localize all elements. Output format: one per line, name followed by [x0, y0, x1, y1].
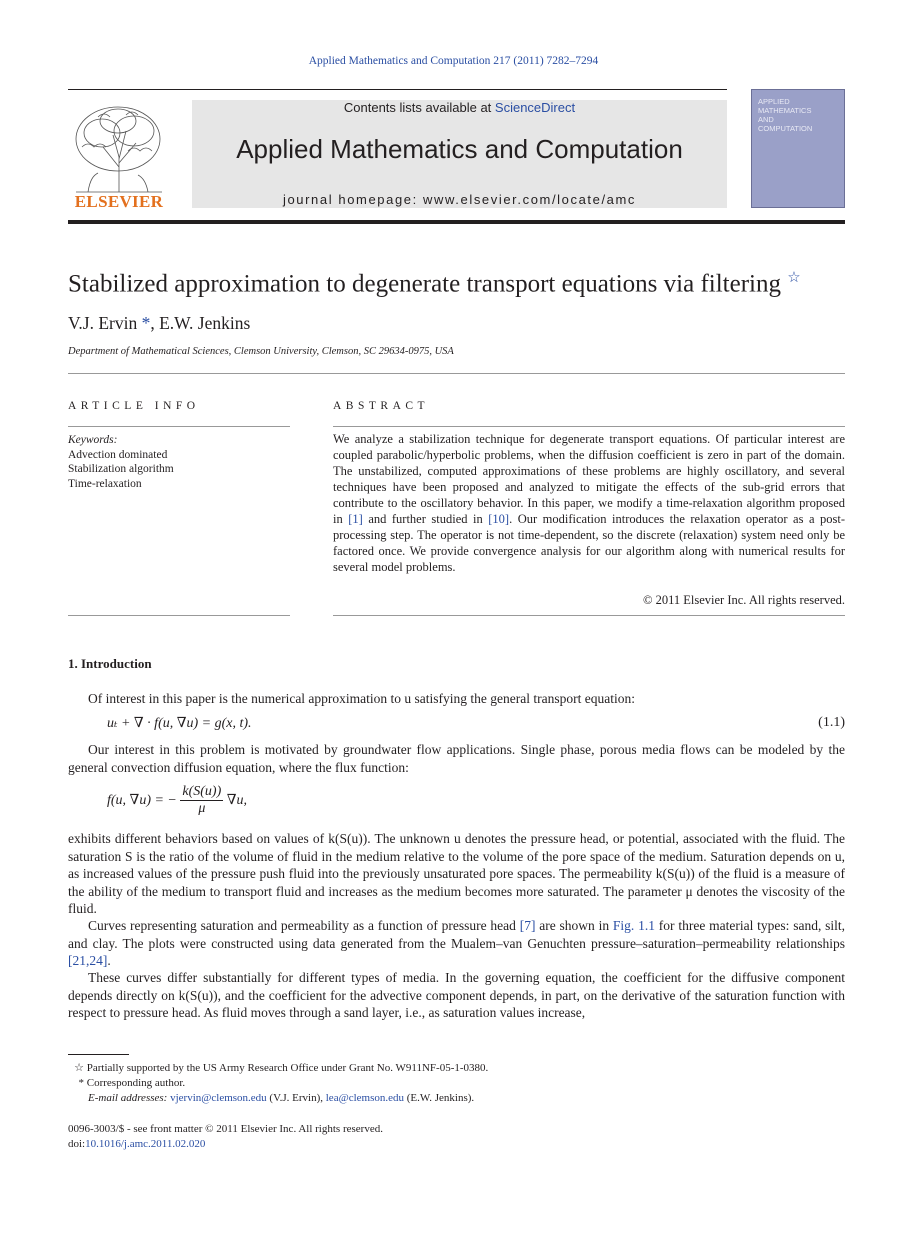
email-footnote [88, 1091, 474, 1106]
paragraph: Our interest in this problem is motivated by groundwater flow applications. Single phase, porous media flows can be modeled by the general convection diffusion equation, where the flux function: [68, 742, 845, 775]
citation-link[interactable]: [1] [348, 512, 363, 526]
abstract-text [333, 431, 845, 575]
abstract-copyright: © 2011 Elsevier Inc. All rights reserved. [642, 593, 845, 607]
header-rule [68, 89, 727, 90]
paragraph-part: for three material types: sand, silt, and clay. The plots were constructed using data generated from the Mualem–van Genuchten pressure–saturation–permeability relationships [68, 918, 846, 951]
footnote [68, 1061, 488, 1076]
footnote-mark: * [78, 1077, 84, 1089]
keyword: Advection dominated [68, 448, 168, 461]
paragraph-part: are shown in [535, 918, 613, 933]
author-name[interactable]: E.W. Jenkins [159, 313, 251, 333]
citation-link[interactable]: [10] [488, 512, 510, 526]
email-label: E-mail addresses: [88, 1092, 168, 1104]
fraction-numerator: k(S(u)) [182, 784, 222, 799]
fraction-denominator: μ [198, 801, 206, 816]
equation-fraction [180, 784, 223, 817]
footnote-text: Corresponding author. [86, 1077, 186, 1089]
author-separator: , [150, 313, 160, 333]
keyword: Stabilization algorithm [68, 463, 174, 475]
article-info-heading: ARTICLE INFO [68, 400, 200, 412]
footnote-text: Partially supported by the US Army Research Office under Grant No. W911NF-05-1-0380. [86, 1062, 489, 1074]
corresponding-author-mark[interactable]: * [141, 313, 151, 333]
email-owner: (E.W. Jenkins). [404, 1092, 475, 1104]
divider [333, 615, 845, 616]
abstract-part: and further studied in [362, 512, 489, 526]
contents-line [192, 100, 727, 115]
publisher-wordmark: ELSEVIER [74, 192, 164, 211]
divider [68, 615, 290, 616]
cover-line: COMPUTATION [758, 124, 813, 133]
paragraph-part: Curves representing saturation and permeability as a function of pressure head [88, 918, 520, 933]
divider [68, 373, 845, 374]
paragraph [68, 917, 845, 970]
divider [68, 426, 290, 427]
equation-number: (1.1) [818, 715, 845, 730]
cover-line: MATHEMATICS [758, 106, 812, 115]
figure-link[interactable]: Fig. 1.1 [612, 918, 655, 933]
affiliation: Department of Mathematical Sciences, Clemson University, Clemson, SC 29634-0975, USA [68, 346, 454, 357]
equation-rhs: ∇u, [226, 793, 248, 808]
journal-title: Applied Mathematics and Computation [236, 134, 683, 164]
paragraph: These curves differ substantially for different types of media. In the governing equation, the coefficient for the diffusive component depends directly on k(S(u)), and the coefficient for the advective component depends, in part, on the derivative of the saturation function with respect to pressure head. As fluid moves through a sand layer, i.e., as saturation values increase, [68, 970, 845, 1020]
citation-link[interactable]: [21,24] [68, 953, 108, 968]
cover-line: AND [758, 115, 774, 124]
article-title [68, 268, 801, 298]
author-name[interactable]: V.J. Ervin [68, 313, 138, 333]
doi-link[interactable]: 10.1016/j.amc.2011.02.020 [85, 1138, 206, 1150]
divider [333, 426, 845, 427]
abstract-part: . Our modification introduces the relaxation operator as a post-processing step. The operator is not time-dependent, so the discrete (relaxation) system need only be factored once. We provide convergence analysis for our algorithm along with numerical results for several model problems. [333, 512, 846, 574]
keywords-label: Keywords: [68, 434, 118, 446]
paragraph-part: . [107, 953, 111, 968]
equation-lhs: f(u, ∇u) = − [107, 793, 177, 808]
footnote-rule [68, 1054, 129, 1055]
equation-1-1: uₜ + ∇ · f(u, ∇u) = g(x, t). [107, 716, 252, 731]
contents-prefix: Contents lists available at [343, 100, 495, 115]
article-title-text: Stabilized approximation to degenerate transport equations via filtering [68, 270, 781, 298]
flux-equation [107, 784, 247, 817]
section-heading: 1. Introduction [68, 656, 152, 671]
abstract-heading: ABSTRACT [333, 400, 430, 412]
paragraph: Of interest in this paper is the numerical approximation to u satisfying the general transport equation: [88, 691, 635, 706]
doi-line [68, 1137, 205, 1152]
cover-title [758, 97, 842, 133]
author-list [68, 313, 250, 334]
header-thick-rule [68, 220, 845, 224]
title-footnote-mark[interactable]: ☆ [787, 270, 801, 286]
abstract-part: We analyze a stabilization technique for degenerate transport equations. Of particular interest are coupled parabolic/hyperbolic problems, when the diffusion coefficient is zero in part of the domain. The unstabilized, computed approximations of these problems are highly oscillatory, and several techniques have been proposed and analyzed to mitigate the effects of the sub-grid errors that contribute to the oscillatory behavior. In this paper, we modify a time-relaxation algorithm proposed in [333, 432, 845, 526]
footnote [68, 1076, 185, 1091]
email-link[interactable]: lea@clemson.edu [325, 1092, 404, 1104]
doi-label: doi: [68, 1138, 86, 1150]
issn-line: 0096-3003/$ - see front matter © 2011 Elsevier Inc. All rights reserved. [68, 1123, 383, 1135]
paragraph: exhibits different behaviors based on values of k(S(u)). The unknown u denotes the pressure head, or potential, associated with the fluid. The saturation S is the ratio of the volume of fluid in the medium relative to the volume of the pore space of the medium. Saturation depends on u, as increased values of the pressure push fluid into the previously unsaturated pore spaces. The permeability k(S(u)) of the fluid is a measure of the ability of the medium to transport fluid and increases as the medium becomes more saturated. The parameter μ denotes the viscosity of the fluid. [68, 831, 845, 916]
cover-line: APPLIED [758, 97, 790, 106]
footnote-mark: ☆ [74, 1062, 84, 1074]
keywords-block [68, 433, 290, 491]
citation-link[interactable]: [7] [519, 918, 536, 933]
email-owner: (V.J. Ervin), [266, 1092, 326, 1104]
keyword: Time-relaxation [68, 477, 142, 490]
sciencedirect-link[interactable]: ScienceDirect [494, 100, 576, 115]
journal-homepage[interactable]: journal homepage: www.elsevier.com/locate/amc [282, 192, 637, 207]
journal-reference[interactable]: Applied Mathematics and Computation 217 (2011) 7282–7294 [308, 55, 599, 67]
email-link[interactable]: vjervin@clemson.edu [170, 1092, 267, 1104]
